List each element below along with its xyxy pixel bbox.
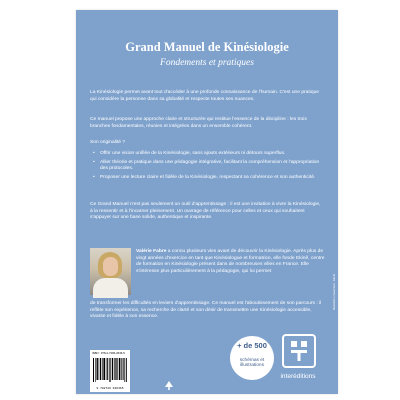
intro-paragraph-2: Ce manuel propose une approche claire et structurée qui restitue l'essence de la discipline : les trois branches fondamentales, réunies et intégrées dans un ensemble cohérent. xyxy=(90,117,307,129)
intro-paragraph-1: La Kinésiologie permet avant tout d'accéder à une profonde connaissance de l'humain. C'est une pratique qui considère la personne dans sa globalité et respecte toutes ses nuances. xyxy=(90,90,320,102)
barcode-number: 9 782729 626365 xyxy=(96,387,124,390)
originality-question: Son originalité ? xyxy=(90,140,126,145)
isbn-label: ISBN : 978-2-7296-2636-5 xyxy=(92,351,125,355)
barcode-bars-icon xyxy=(93,358,127,382)
list-item: • Proposer une lecture claire et fidèle de la Kinésiologie, respectant sa cohérence et son authenticité. xyxy=(100,175,320,182)
closing-paragraph: Ce Grand Manuel n'est pas seulement un outil d'apprentissage : il est une invitation à vivre la Kinésiologie, à la ressentir et à l'incarner pleinement. Un ouvrage de référence pour celles et ceux qui souhaitent s'appuyer sur une base solide, authentique et inspirante. xyxy=(90,202,321,220)
pefc-logo xyxy=(158,378,180,400)
tree-icon xyxy=(162,381,176,391)
badge-count: + de 500 xyxy=(237,341,267,350)
author-name: Valérie Fabre xyxy=(136,249,167,254)
publisher-name: interéditions xyxy=(280,373,316,380)
book-back-cover xyxy=(76,10,338,400)
book-subtitle: Fondements et pratiques xyxy=(160,58,254,68)
author-bio-intro xyxy=(136,249,326,275)
pefc-label: PEFC xyxy=(164,396,173,400)
author-bio-continued: de transformer les difficultés en leviers d'apprentissage. Ce manuel est l'aboutissement de son parcours : il reflète son expérience, sa recherche de clarté et son désir de transmettre une Kinésiologie accessible, vivante et fidèle à son essence. xyxy=(90,301,322,319)
barcode xyxy=(90,350,130,392)
book-title: Grand Manuel de Kinésiologie xyxy=(125,40,289,54)
originality-list xyxy=(100,151,320,183)
author-photo xyxy=(90,248,131,295)
author-bio-text: a connu plusieurs vies avant de découvrir la Kinésiologie. Après plus de vingt années d'exercice en tant que Kinésiologue et formatrice, elle fonde Ekinê, centre de formation en Kinésiologie présent dans de nombreuses villes en France. Elle s'intéresse plus particulièrement à la pédagogie, qui lui permet xyxy=(136,249,325,274)
badge-caption: schémas et illustrations xyxy=(239,358,265,369)
publisher-logo-icon xyxy=(282,334,316,368)
list-item: • Offrir une vision unifiée de la Kinésiologie, sans ajouts extérieurs ni détours superflus. xyxy=(100,151,320,158)
list-item: • Allier théorie et pratique dans une pédagogie intégrative, facilitant la compréhension et l'appropriation des protocoles. xyxy=(100,160,320,173)
cover-credit: Illustration couverture : Ekinê xyxy=(332,273,336,310)
